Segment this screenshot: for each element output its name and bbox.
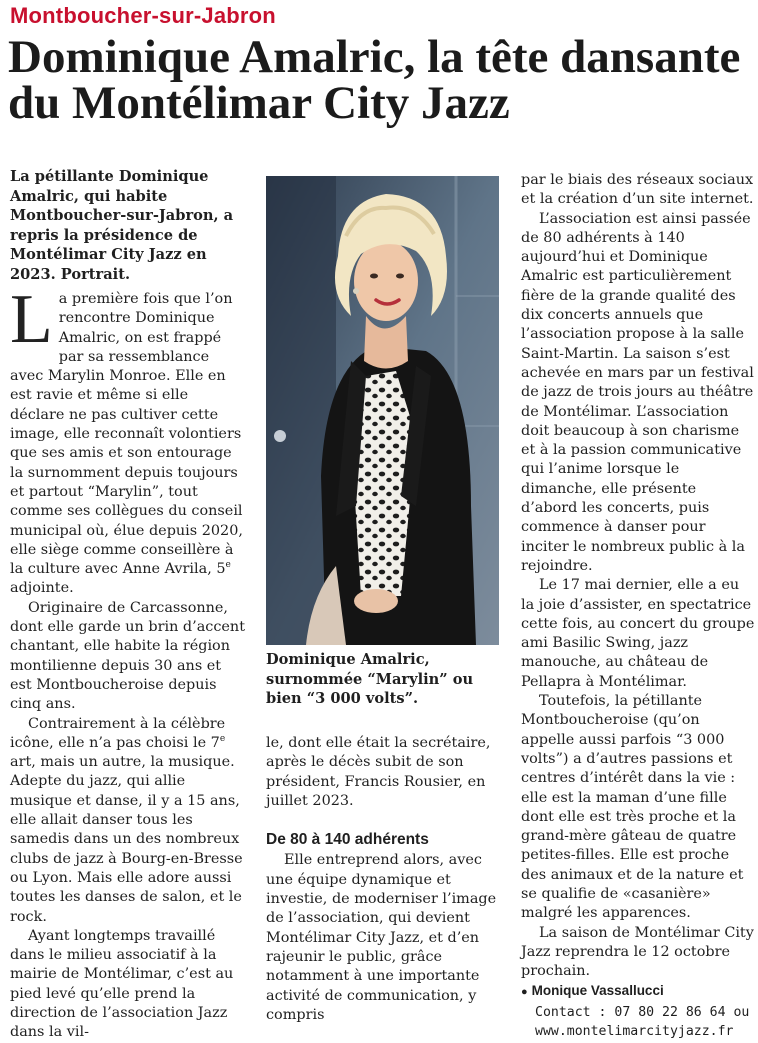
paragraph-career: Ayant longtemps travaillé dans le milieu associatif à la mairie de Montélimar, c’est au pied levé qu’elle prend la direction de l’association Jazz dans la vil- xyxy=(10,927,234,1041)
contact-phone: Contact : 07 80 22 86 64 ou xyxy=(535,1004,750,1020)
portrait-photo xyxy=(266,176,499,645)
article-headline: Dominique Amalric, la tête dansante du Montélimar City Jazz xyxy=(8,31,741,129)
column-1 xyxy=(10,281,246,1043)
paragraph-modernisation: Elle entreprend alors, avec une équipe dynamique et investie, de moderniser l’image de l’association, qui devient Montélimar City Jazz, et d’en rajeunir le public, grâce notamment à une importante activité de communication, y compris xyxy=(266,852,497,1023)
paragraph-succession: le, dont elle était la secrétaire, après le décès subit de son président, Francis Rousier, en juillet 2023. xyxy=(266,735,491,809)
paragraph-social: par le biais des réseaux sociaux et la création d’un site internet. xyxy=(521,172,754,208)
section-kicker: Montboucher-sur-Jabron xyxy=(10,3,276,28)
photo-caption: Dominique Amalric, surnommée “Marylin” ou bien “3 000 volts”. xyxy=(266,651,474,708)
paragraph-passions: Toutefois, la pétillante Montboucheroise (qu’on appelle aussi parfois “3 000 volts”) a d’autres passions et centres d’intérêt dans la vie : elle est la maman d’une fille dont elle est très proche et la grand-mère gâteau de quatre petites-filles. Elle est proche des animaux et de la nature et se qualifie de «casanière» malgré les apparences. xyxy=(521,693,744,922)
contact-website[interactable]: www.montelimarcityjazz.fr xyxy=(535,1024,734,1040)
paragraph-growth: L’association est ainsi passée de 80 adhérents à 140 aujourd’hui et Dominique Amalric est particulièrement fière de la grande qualité des dix concerts annuels que l’association propose à la salle Saint-Martin. La saison s’est achevée en mars par un festival de jazz de trois jours au théâtre de Montélimar. L’association doit beaucoup à son charisme et à la passion communicative qui l’anime lorsque le dimanche, elle présente d’abord les concerts, puis commence à danser pour inciter le nombreux public à la rejoindre. xyxy=(521,210,754,574)
article-lede: La pétillante Dominique Amalric, qui habite Montboucher-sur-Jabron, a repris la présidence de Montélimar City Jazz en 2023. Portrait. xyxy=(10,168,234,283)
paragraph-season: La saison de Montélimar City Jazz reprendra le 12 octobre prochain. xyxy=(521,924,754,980)
section-subhead: De 80 à 140 adhérents xyxy=(266,831,429,849)
column-3 xyxy=(521,171,756,1041)
paragraph-concert: Le 17 mai dernier, elle a eu la joie d’assister, en spectatrice cette fois, au concert du groupe ami Basilic Swing, jazz manouche, au château de Pellapra à Montélimar. xyxy=(521,577,755,690)
paragraph-origins: Originaire de Carcassonne, dont elle garde un brin d’accent chantant, elle habite la région montilienne depuis 30 ans et est Montboucheroise depuis cinq ans. xyxy=(10,599,245,713)
author-signature: ● Monique Vassallucci xyxy=(521,983,664,999)
paragraph-intro: La première fois que l’on rencontre Dominique Amalric, on est frappé par sa ressemblance avec Marylin Monroe. Elle en est ravie et même si elle déclare ne pas cultiver cette image, elle reconnaît volontiers que ses amis et son entourage la surnomment depuis toujours et partout “Marylin”, tout comme ses collègues du conseil municipal où, élue depuis 2020, elle siège comme conseillère à la culture avec Anne Avrila, 5e adjointe. xyxy=(10,281,243,597)
bullet-icon: ● xyxy=(521,986,528,999)
drop-cap: L xyxy=(10,281,53,358)
portrait-illustration xyxy=(266,176,499,645)
column-2 xyxy=(266,734,500,1025)
paragraph-music: Contrairement à la célèbre icône, elle n’a pas choisi le 7e art, mais un autre, la musique. Adepte du jazz, qui allie musique et danse, il y a 15 ans, elle allait danser tous les samedis dans un des nombreux clubs de jazz à Bourg-en-Bresse ou Lyon. Mais elle adore aussi toutes les danses de salon, et le rock. xyxy=(10,715,243,925)
